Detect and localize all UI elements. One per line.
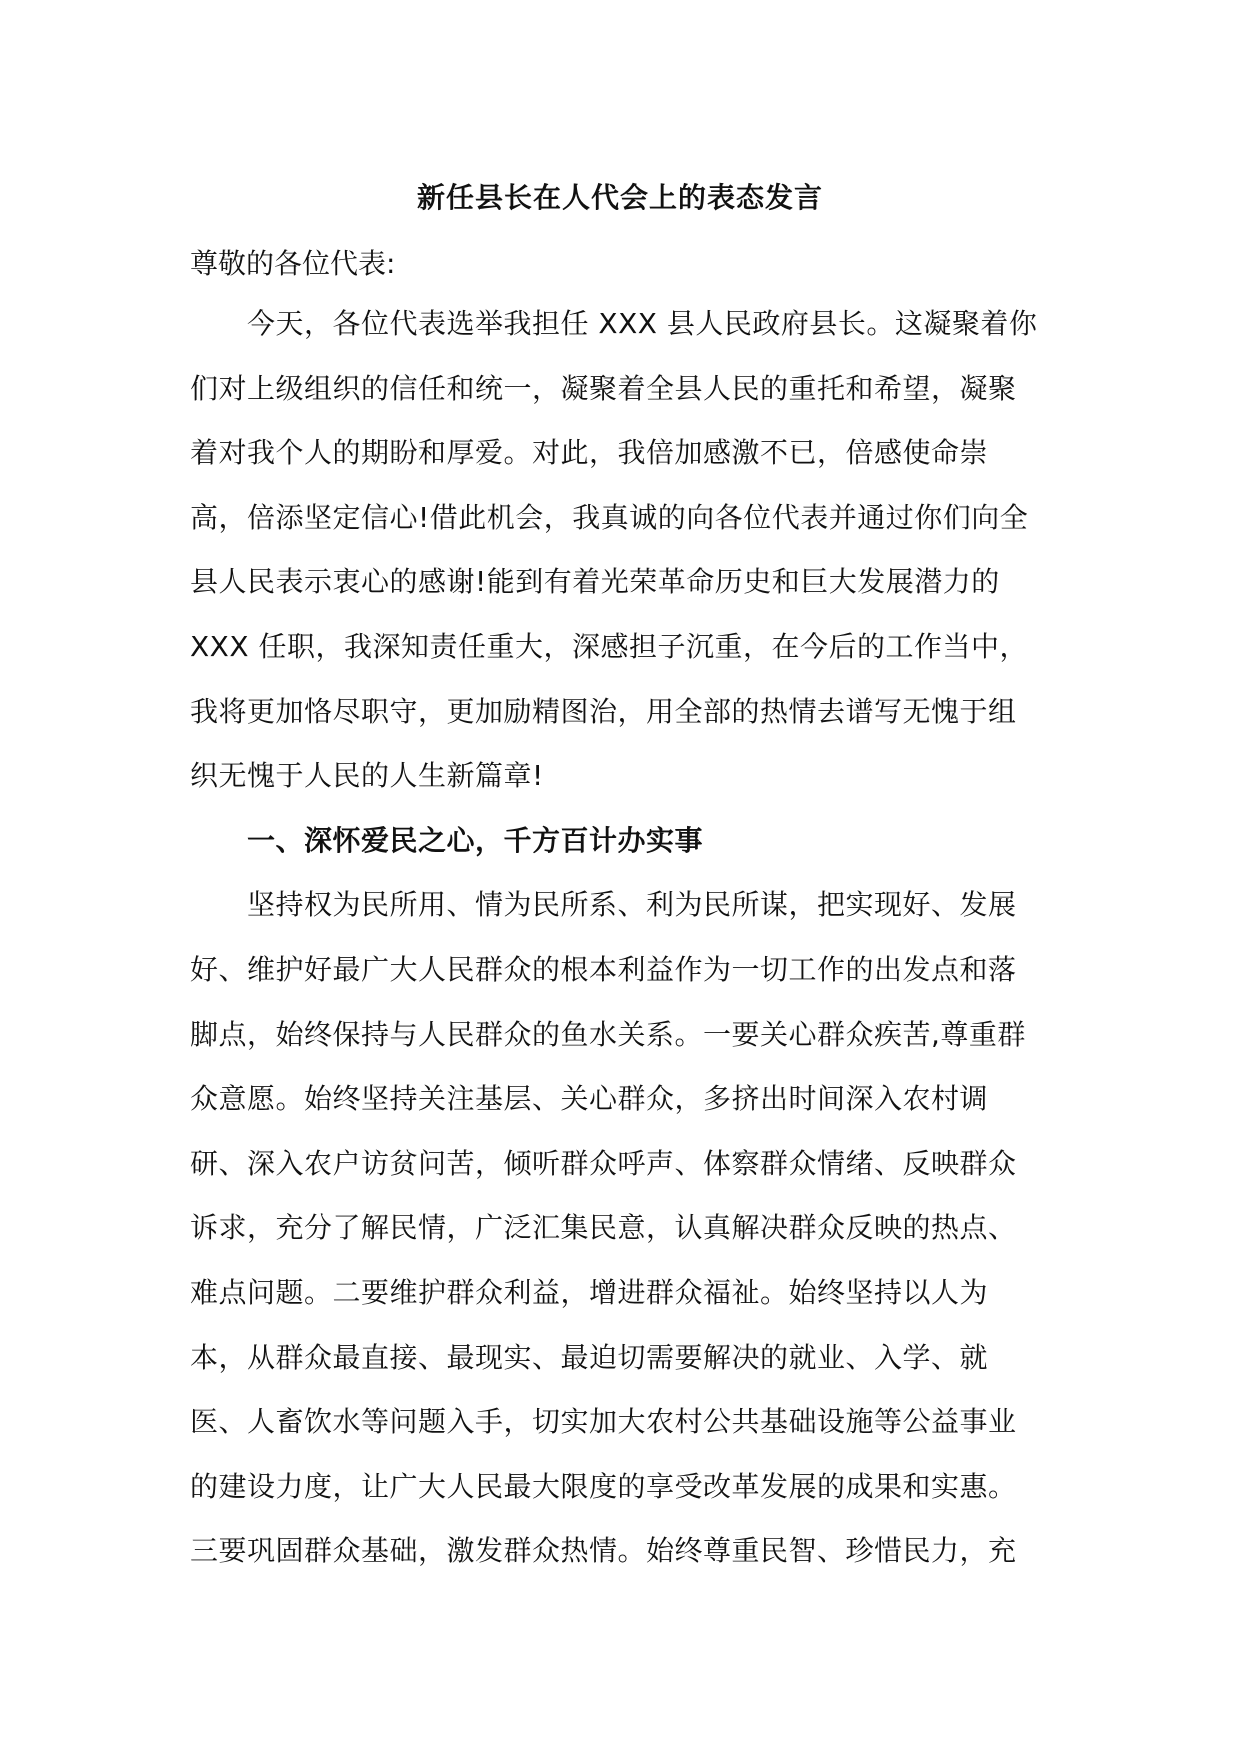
paragraph-line: 脚点，始终保持与人民群众的鱼水关系。一要关心群众疾苦,尊重群 (190, 1017, 1026, 1051)
paragraph-line: 众意愿。始终坚持关注基层、关心群众，多挤出时间深入农村调 (190, 1082, 989, 1116)
paragraph-line: 医、人畜饮水等问题入手，切实加大农村公共基础设施等公益事业 (190, 1405, 1017, 1439)
paragraph-line: 诉求，充分了解民情，广泛汇集民意，认真解决群众反映的热点、 (190, 1211, 1017, 1245)
paragraph-line: XXX 任职，我深知责任重大，深感担子沉重，在今后的工作当中， (190, 630, 1028, 663)
paragraph-line: 本，从群众最直接、最现实、最迫切需要解决的就业、入学、就 (190, 1340, 989, 1374)
paragraph-line: 织无愧于人民的人生新篇章! (190, 759, 544, 793)
paragraph-line: 高，倍添坚定信心!借此机会，我真诚的向各位代表并通过你们向全 (190, 500, 1029, 534)
paragraph-line: 今天，各位代表选举我担任 XXX 县人民政府县长。这凝聚着你 (247, 307, 1038, 340)
salutation: 尊敬的各位代表: (190, 247, 396, 280)
section-heading: 一、深怀爱民之心，千方百计办实事 (247, 823, 704, 857)
paragraph-line: 研、深入农户访贫问苦，倾听群众呼声、体察群众情绪、反映群众 (190, 1146, 1017, 1180)
paragraph-line: 们对上级组织的信任和统一，凝聚着全县人民的重托和希望，凝聚 (190, 371, 1017, 405)
paragraph-line: 着对我个人的期盼和厚爱。对此，我倍加感激不已，倍感使命崇 (190, 436, 989, 470)
paragraph-line: 的建设力度，让广大人民最大限度的享受改革发展的成果和实惠。 (190, 1469, 1017, 1503)
paragraph-line: 县人民表示衷心的感谢!能到有着光荣革命历史和巨大发展潜力的 (190, 565, 1000, 599)
paragraph-line: 难点问题。二要维护群众利益，增进群众福祉。始终坚持以人为 (190, 1276, 989, 1309)
paragraph-line: 我将更加恪尽职守，更加励精图治，用全部的热情去谱写无愧于组 (190, 694, 1017, 728)
paragraph-line: 好、维护好最广大人民群众的根本利益作为一切工作的出发点和落 (190, 953, 1017, 986)
paragraph-line: 坚持权为民所用、情为民所系、利为民所谋，把实现好、发展 (247, 888, 1017, 922)
paragraph-line: 三要巩固群众基础，激发群众热情。始终尊重民智、珍惜民力，充 (190, 1534, 1017, 1568)
document-title: 新任县长在人代会上的表态发言 (416, 181, 823, 214)
